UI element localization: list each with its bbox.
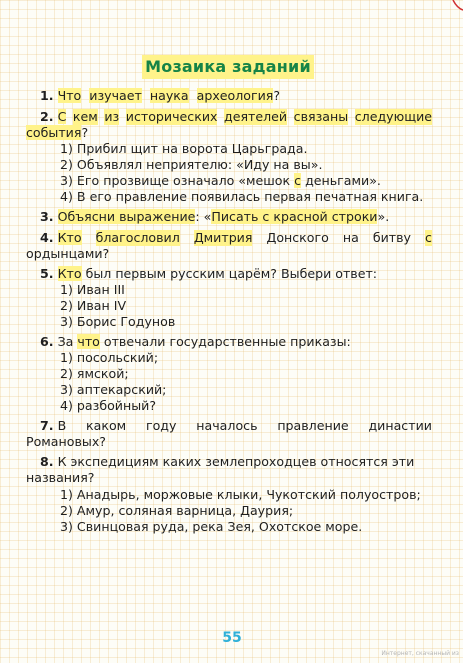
question-2: 2. С кем из исторических деятелей связаны следующие xyxy=(40,109,432,124)
question-number: 4. xyxy=(40,230,54,245)
question-8: 8. К экспедициям каких землепроходцев относятся эти xyxy=(40,454,415,469)
question-number: 6. xyxy=(40,334,54,349)
list-item: 1) Прибил щит на ворота Царьграда. xyxy=(60,141,308,156)
question-7: 7. В каком году началось правление династии xyxy=(40,418,432,433)
question-3: 3. Объясни выражение: «Писать с красной строки». xyxy=(40,209,390,224)
question-number: 2. xyxy=(40,109,54,124)
answer-option: 1) Иван III xyxy=(60,282,125,297)
question-7-cont: Романовых? xyxy=(26,434,106,449)
list-item: 4) В его правление появилась первая печатная книга. xyxy=(60,189,424,204)
corner-mark-icon xyxy=(443,0,463,20)
page-title: Мозаика заданий xyxy=(142,55,314,79)
answer-option: 3) Свинцовая руда, река Зея, Охотское море. xyxy=(60,519,363,534)
question-number: 7. xyxy=(40,418,54,433)
question-8-cont: названия? xyxy=(26,470,95,485)
question-number: 8. xyxy=(40,454,54,469)
question-1: 1. Что изучает наука археология? xyxy=(40,88,281,103)
answer-option: 2) Иван IV xyxy=(60,298,127,313)
question-4: 4. Кто благословил Дмитрия Донского на битву с xyxy=(40,230,432,245)
question-number: 3. xyxy=(40,209,54,224)
list-item: 2) Объявлял неприятелю: «Иду на вы». xyxy=(60,157,323,172)
answer-option: 1) посольский; xyxy=(60,350,159,365)
list-item: 3) Его прозвище означало «мешок с деньгами». xyxy=(60,173,381,188)
answer-option: 2) ямской; xyxy=(60,366,129,381)
answer-option: 3) аптекарский; xyxy=(60,382,167,397)
question-number: 1. xyxy=(40,88,54,103)
question-5: 5. Кто был первым русским царём? Выбери ответ: xyxy=(40,266,378,281)
question-number: 5. xyxy=(40,266,54,281)
question-4-cont: ордынцами? xyxy=(26,246,110,261)
answer-option: 2) Амур, соляная варница, Даурия; xyxy=(60,503,294,518)
page-number: 55 xyxy=(222,630,242,646)
question-6: 6. За что отвечали государственные приказы: xyxy=(40,334,351,349)
watermark: Интернет, скачанный из xyxy=(381,650,459,657)
answer-option: 4) разбойный? xyxy=(60,398,157,413)
answer-option: 1) Анадырь, моржовые клыки, Чукотский полуостров; xyxy=(60,487,421,502)
question-2-cont: события? xyxy=(26,125,89,140)
answer-option: 3) Борис Годунов xyxy=(60,314,176,329)
